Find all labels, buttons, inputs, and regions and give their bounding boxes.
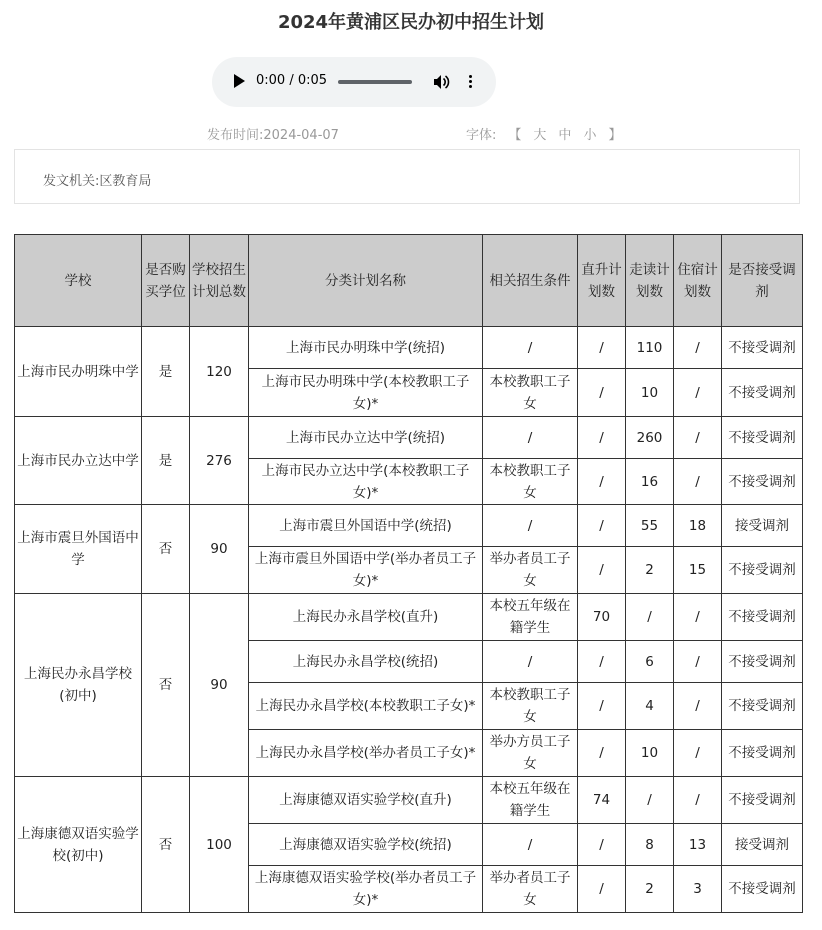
plan-name-cell: 上海康德双语实验学校(直升) [249,777,483,824]
adjust-cell: 不接受调剂 [722,641,803,683]
total-plan-cell: 90 [190,594,249,777]
adjust-cell: 不接受调剂 [722,866,803,913]
day-plan-cell: 6 [626,641,674,683]
direct-plan-cell: / [578,547,626,594]
table-row [15,505,803,547]
day-plan-cell: 4 [626,683,674,730]
issuer [43,170,151,189]
day-plan-cell: 16 [626,459,674,505]
header-cell: 学校 [15,235,142,327]
direct-plan-cell: 70 [578,594,626,641]
adjust-cell: 不接受调剂 [722,777,803,824]
direct-plan-cell: / [578,505,626,547]
boarding-plan-cell: / [674,730,722,777]
header-cell: 是否接受调剂 [722,235,803,327]
total-plan-cell: 90 [190,505,249,594]
direct-plan-cell: / [578,641,626,683]
school-cell: 上海市民办明珠中学 [15,327,142,417]
plan-name-cell: 上海康德双语实验学校(举办者员工子女)* [249,866,483,913]
plan-name-cell: 上海市震旦外国语中学(统招) [249,505,483,547]
total-plan-cell: 120 [190,327,249,417]
condition-cell: / [483,417,578,459]
boarding-plan-cell: / [674,369,722,417]
header-cell: 直升计划数 [578,235,626,327]
direct-plan-cell: / [578,683,626,730]
bought-seats-cell: 是 [142,417,190,505]
audio-progress-slider[interactable] [338,80,412,84]
boarding-plan-cell: 18 [674,505,722,547]
condition-cell: 举办者员工子女 [483,866,578,913]
direct-plan-cell: / [578,730,626,777]
boarding-plan-cell: / [674,641,722,683]
font-small-link[interactable]: 小 [583,128,597,143]
bought-seats-cell: 否 [142,594,190,777]
issuer-box [14,149,800,204]
direct-plan-cell: 74 [578,777,626,824]
plan-name-cell: 上海民办永昌学校(直升) [249,594,483,641]
bought-seats-cell: 否 [142,505,190,594]
header-cell: 走读计划数 [626,235,674,327]
day-plan-cell: 2 [626,866,674,913]
condition-cell: 举办方员工子女 [483,730,578,777]
adjust-cell: 接受调剂 [722,824,803,866]
font-large-link[interactable]: 大 [533,128,547,143]
condition-cell: / [483,505,578,547]
table-row [15,327,803,369]
condition-cell: 本校五年级在籍学生 [483,594,578,641]
day-plan-cell: 2 [626,547,674,594]
issuer-label: 发文机关: [43,174,100,189]
school-cell: 上海康德双语实验学校(初中) [15,777,142,913]
bracket-open: 【 [508,128,522,143]
publish-date-label: 发布时间: [207,128,264,143]
school-cell: 上海市民办立达中学 [15,417,142,505]
condition-cell: 举办者员工子女 [483,547,578,594]
boarding-plan-cell: / [674,417,722,459]
font-medium-link[interactable]: 中 [558,128,572,143]
plan-name-cell: 上海民办永昌学校(举办者员工子女)* [249,730,483,777]
direct-plan-cell: / [578,459,626,505]
table-row [15,417,803,459]
adjust-cell: 接受调剂 [722,505,803,547]
font-size-switcher [466,124,627,143]
school-cell: 上海市震旦外国语中学 [15,505,142,594]
boarding-plan-cell: 13 [674,824,722,866]
total-plan-cell: 100 [190,777,249,913]
direct-plan-cell: / [578,369,626,417]
plan-name-cell: 上海民办永昌学校(本校教职工子女)* [249,683,483,730]
boarding-plan-cell: / [674,327,722,369]
condition-cell: 本校教职工子女 [483,369,578,417]
day-plan-cell: 110 [626,327,674,369]
header-cell: 是否购买学位 [142,235,190,327]
plan-name-cell: 上海市民办明珠中学(本校教职工子女)* [249,369,483,417]
school-cell: 上海民办永昌学校(初中) [15,594,142,777]
table-row [15,594,803,641]
total-plan-cell: 276 [190,417,249,505]
table-header-row [15,235,803,327]
plan-name-cell: 上海市民办立达中学(本校教职工子女)* [249,459,483,505]
audio-time: 0:00 / 0:05 [256,73,328,88]
day-plan-cell: 55 [626,505,674,547]
header-cell: 分类计划名称 [249,235,483,327]
header-cell: 相关招生条件 [483,235,578,327]
day-plan-cell: 10 [626,369,674,417]
publish-date [207,124,339,143]
boarding-plan-cell: / [674,459,722,505]
day-plan-cell: 260 [626,417,674,459]
condition-cell: 本校五年级在籍学生 [483,777,578,824]
direct-plan-cell: / [578,417,626,459]
issuer-value: 区教育局 [99,174,152,189]
boarding-plan-cell: 3 [674,866,722,913]
bought-seats-cell: 是 [142,327,190,417]
bracket-close: 】 [608,128,622,143]
plan-name-cell: 上海民办永昌学校(统招) [249,641,483,683]
condition-cell: / [483,641,578,683]
adjust-cell: 不接受调剂 [722,327,803,369]
table-row [15,777,803,824]
plan-name-cell: 上海市民办明珠中学(统招) [249,327,483,369]
boarding-plan-cell: / [674,683,722,730]
page-title: 2024年黄浦区民办初中招生计划 [277,12,545,33]
condition-cell: / [483,327,578,369]
volume-icon[interactable] [432,73,450,91]
play-icon[interactable] [234,74,245,88]
adjust-cell: 不接受调剂 [722,459,803,505]
boarding-plan-cell: 15 [674,547,722,594]
adjust-cell: 不接受调剂 [722,730,803,777]
direct-plan-cell: / [578,824,626,866]
font-size-label: 字体: [466,128,497,143]
plan-name-cell: 上海市震旦外国语中学(举办者员工子女)* [249,547,483,594]
bought-seats-cell: 否 [142,777,190,913]
adjust-cell: 不接受调剂 [722,683,803,730]
header-cell: 学校招生计划总数 [190,235,249,327]
audio-player[interactable] [212,57,496,107]
adjust-cell: 不接受调剂 [722,417,803,459]
day-plan-cell: 10 [626,730,674,777]
plan-name-cell: 上海市民办立达中学(统招) [249,417,483,459]
direct-plan-cell: / [578,866,626,913]
more-options-icon[interactable] [467,73,473,91]
header-cell: 住宿计划数 [674,235,722,327]
enrollment-plan-table [14,234,803,913]
day-plan-cell: / [626,594,674,641]
condition-cell: / [483,824,578,866]
boarding-plan-cell: / [674,777,722,824]
plan-name-cell: 上海康德双语实验学校(统招) [249,824,483,866]
day-plan-cell: 8 [626,824,674,866]
direct-plan-cell: / [578,327,626,369]
condition-cell: 本校教职工子女 [483,459,578,505]
publish-date-value: 2024-04-07 [263,128,339,143]
adjust-cell: 不接受调剂 [722,547,803,594]
adjust-cell: 不接受调剂 [722,369,803,417]
adjust-cell: 不接受调剂 [722,594,803,641]
boarding-plan-cell: / [674,594,722,641]
condition-cell: 本校教职工子女 [483,683,578,730]
day-plan-cell: / [626,777,674,824]
